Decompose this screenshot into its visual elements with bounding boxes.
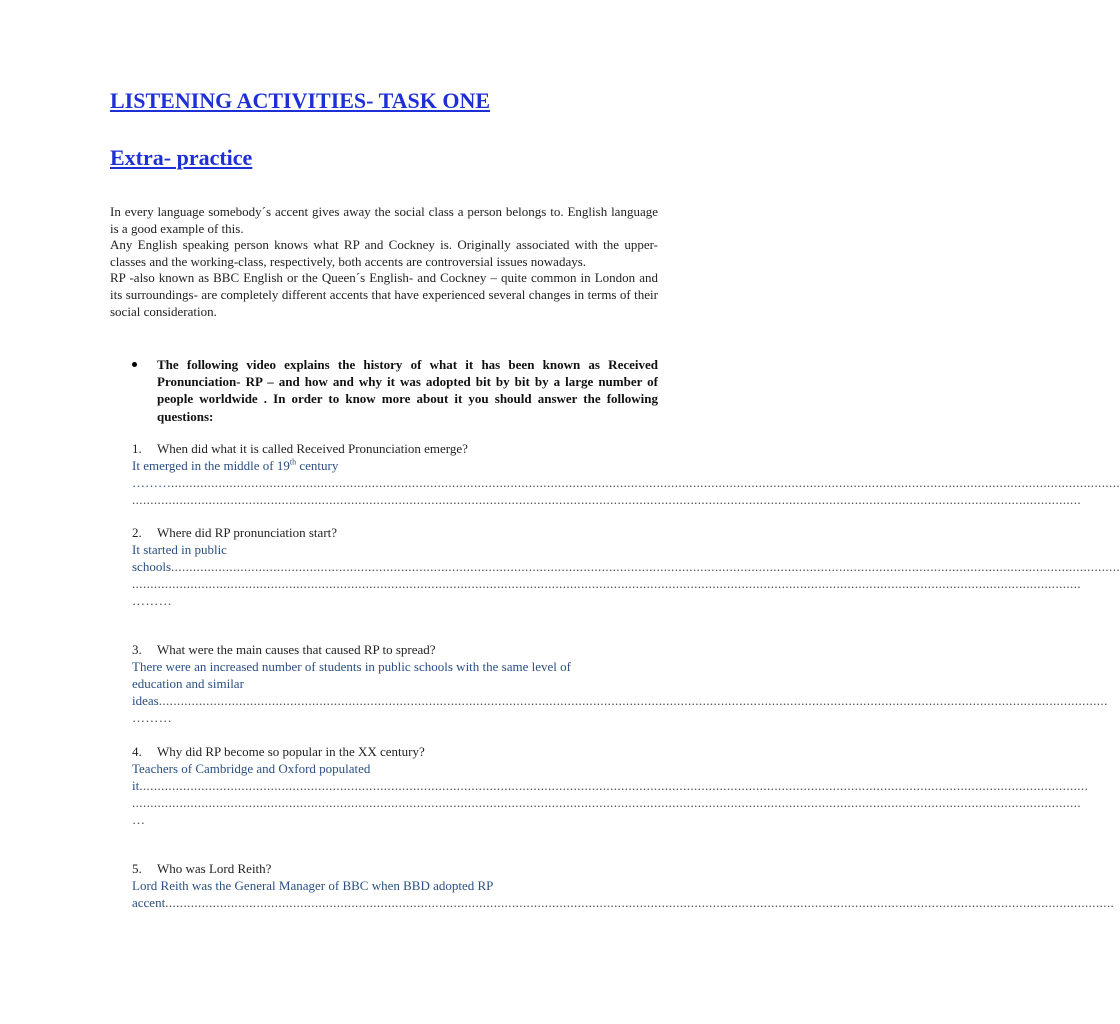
answer-dotted-line [132,558,1120,575]
question-line [132,641,658,658]
answer-dotted-line [132,794,1081,811]
dotted-fill: .................................................................................................................................................................................................................................................................... [139,778,1089,793]
answer-text: Lord Reith was the General Manager of BBC when BBD adopted RP [132,878,494,893]
dotted-tail: ……… [132,710,173,725]
question-2 [132,524,1120,609]
dotted-line-lead: ……… [132,475,171,490]
page-subtitle: Extra- practice [110,145,253,170]
answer-text: schools [132,559,171,574]
answer-part: It emerged in the middle of 19 [132,458,290,473]
answer-text: it [132,778,140,793]
intro-paragraph: RP -also known as BBC English or the Queen´s English- and Cockney – quite common in London and its surroundings- are completely different accents that have experienced several changes in terms of their social consideration. [110,270,658,319]
dotted-fill: .................................................................................................................................................................................................................................................................... [171,475,1120,490]
dotted-tail: ……… [132,593,173,608]
question-text: Where did RP pronunciation start? [157,525,338,540]
answer-part: century [296,458,339,473]
dotted-tail: … [132,812,146,827]
bullet-icon [132,362,137,367]
question-line [132,524,658,541]
answer-dotted-line [132,692,1108,709]
answer-dotted-line [132,894,1115,911]
intro-paragraph: In every language somebody´s accent gives away the social class a person belongs to. English language is a good example of this. [110,204,658,236]
answer-dotted-line [132,575,1081,592]
answer-text: There were an increased number of students in public schools with the same level of [132,659,571,674]
question-4 [132,743,1089,828]
question-number: 1. [132,441,142,456]
dotted-fill: .................................................................................................................................................................................................................................................................... [171,559,1120,574]
answer-dotted-line [132,777,1089,794]
answer-text: Teachers of Cambridge and Oxford populated [132,761,371,776]
answer-text: It started in public [132,542,227,557]
dotted-fill: .................................................................................................................................................................................................................................................................... [132,795,1081,810]
question-line [132,743,658,760]
dotted-fill: .................................................................................................................................................................................................................................................................... [158,693,1108,708]
question-line [132,440,658,457]
question-number: 3. [132,642,142,657]
answer-text: education and similar [132,676,244,691]
question-number: 2. [132,525,142,540]
answer-text [132,457,658,474]
answer-superscript: th [289,457,297,467]
page-title: LISTENING ACTIVITIES- TASK ONE [110,88,491,113]
intro-text [110,204,658,320]
dotted-fill: .................................................................................................................................................................................................................................................................... [165,895,1115,910]
answer-text: accent [132,895,166,910]
question-1 [132,440,1120,508]
intro-paragraph: Any English speaking person knows what RP and Cockney is. Originally associated with the upper-classes and the working-class, respectively, both accents are controversial issues nowadays. [110,237,658,269]
dotted-fill: .................................................................................................................................................................................................................................................................... [132,576,1081,591]
dotted-fill: .................................................................................................................................................................................................................................................................... [132,492,1081,507]
question-text: Why did RP become so popular in the XX century? [157,744,425,759]
question-5 [132,860,1115,911]
question-text: What were the main causes that caused RP to spread? [157,642,436,657]
question-number: 4. [132,744,142,759]
instructions-bullet [132,356,658,425]
answer-dotted-line [132,474,1120,491]
question-text: Who was Lord Reith? [157,861,272,876]
answer-dotted-line [132,491,1081,508]
question-number: 5. [132,861,142,876]
question-text: When did what it is called Received Pronunciation emerge? [157,441,468,456]
answer-text: ideas [132,693,159,708]
question-3 [132,641,1108,726]
instructions-text: The following video explains the history of what it has been known as Received Pronunciation- RP – and how and why it was adopted bit by bit by a large number of people worldwide . In order to know more about it you should answer the following questions: [157,357,658,424]
question-line [132,860,658,877]
